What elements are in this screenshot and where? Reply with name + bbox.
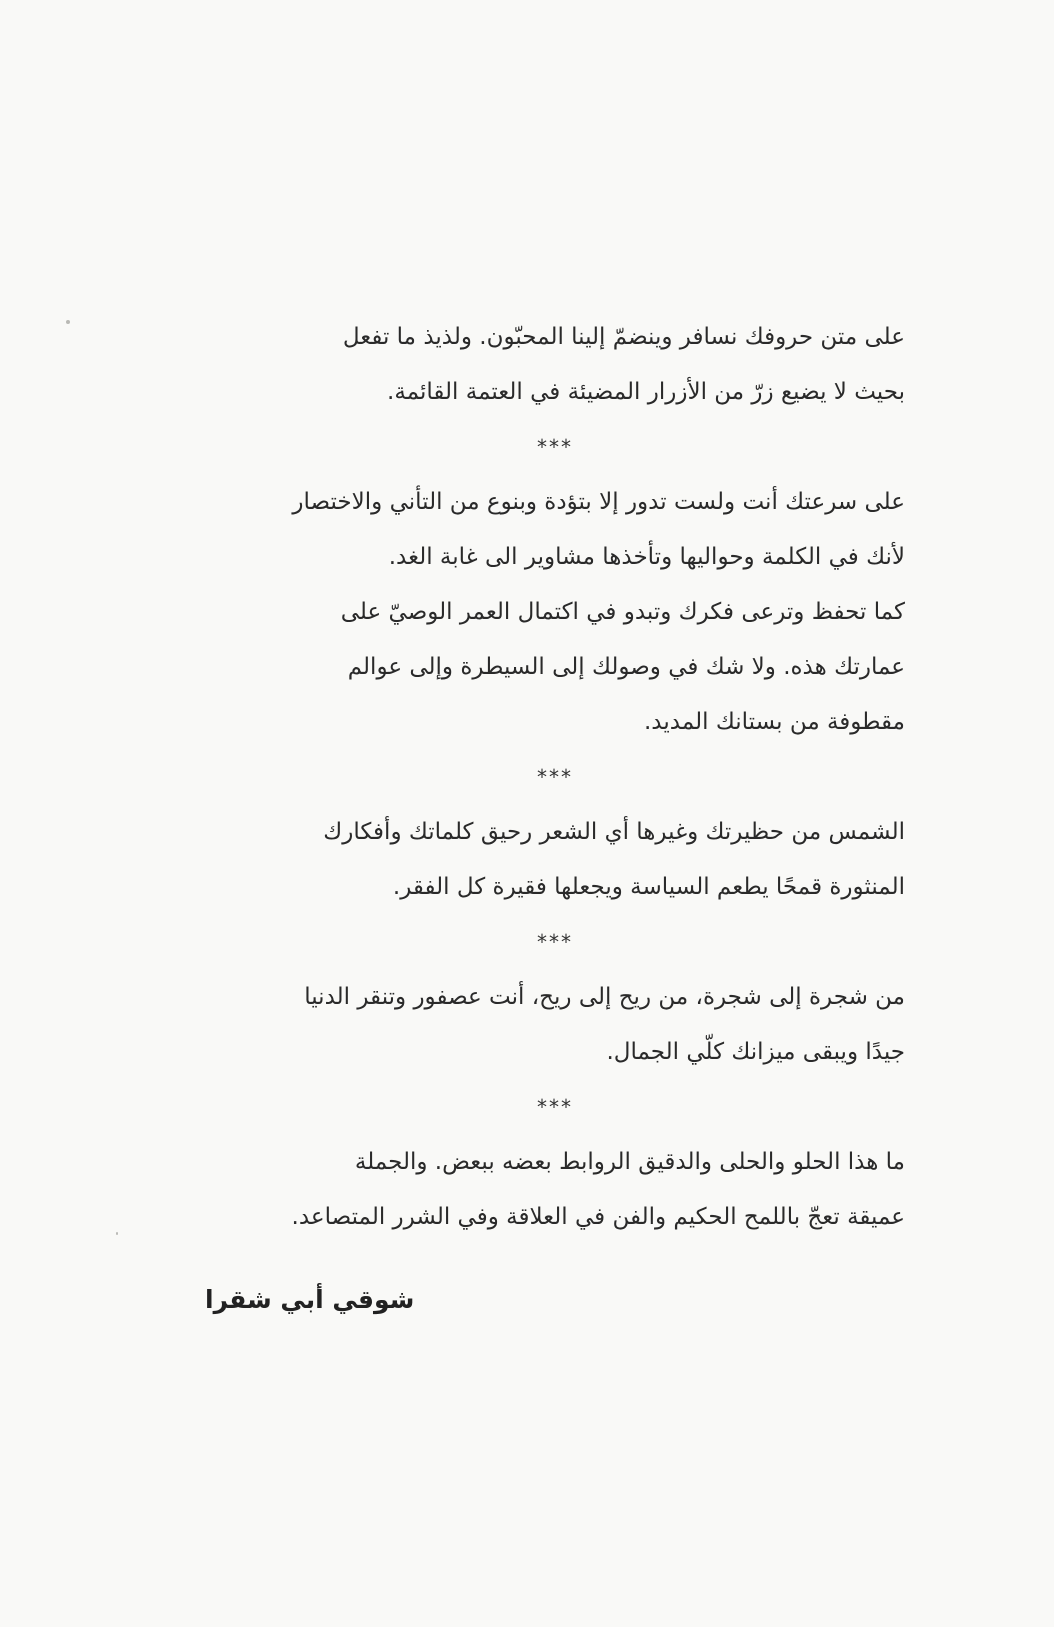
- author-signature: شوقي أبي شقرا: [205, 1285, 415, 1314]
- text-line: عميقة تعجّ باللمح الحكيم والفن في العلاقة وفي الشرر المتصاعد.: [291, 1204, 905, 1230]
- paper-speck: [116, 1232, 118, 1235]
- text-line: جيدًا ويبقى ميزانك كلّي الجمال.: [606, 1039, 905, 1065]
- text-line: المنثورة قمحًا يطعم السياسة ويجعلها فقيرة كل الفقر.: [392, 874, 905, 900]
- body-text: [205, 310, 905, 1245]
- signature-block: [205, 1285, 905, 1314]
- paper-speck: [66, 320, 70, 324]
- text-line: ما هذا الحلو والحلى والدقيق الروابط بعضه ببعض. والجملة: [354, 1149, 905, 1175]
- paragraph-3: [205, 805, 905, 915]
- section-separator: ***: [537, 765, 573, 789]
- text-line: على سرعتك أنت ولست تدور إلا بتؤدة وبنوع من التأني والاختصار: [292, 489, 905, 515]
- paragraph-4: [205, 970, 905, 1080]
- text-line: الشمس من حظيرتك وغيرها أي الشعر رحيق كلماتك وأفكارك: [323, 819, 905, 845]
- paragraph-2: [205, 475, 905, 750]
- section-separator: ***: [537, 930, 573, 954]
- section-separator: ***: [537, 435, 573, 459]
- text-line: بحيث لا يضيع زرّ من الأزرار المضيئة في العتمة القائمة.: [387, 379, 905, 405]
- text-line: كما تحفظ وترعى فكرك وتبدو في اكتمال العمر الوصيّ على: [340, 599, 905, 625]
- section-separator: ***: [537, 1095, 573, 1119]
- paragraph-1: [205, 310, 905, 420]
- paragraph-5: [205, 1135, 905, 1245]
- text-line: مقطوفة من بستانك المديد.: [644, 709, 905, 735]
- text-line: على متن حروفك نسافر وينضمّ إلينا المحبّون. ولذيذ ما تفعل: [342, 324, 905, 350]
- text-line: عمارتك هذه. ولا شك في وصولك إلى السيطرة وإلى عوالم: [347, 654, 905, 680]
- text-line: لأنك في الكلمة وحواليها وتأخذها مشاوير الى غابة الغد.: [388, 544, 905, 570]
- signature-row: [205, 1285, 905, 1314]
- text-line: من شجرة إلى شجرة، من ريح إلى ريح، أنت عصفور وتنقر الدنيا: [304, 984, 905, 1010]
